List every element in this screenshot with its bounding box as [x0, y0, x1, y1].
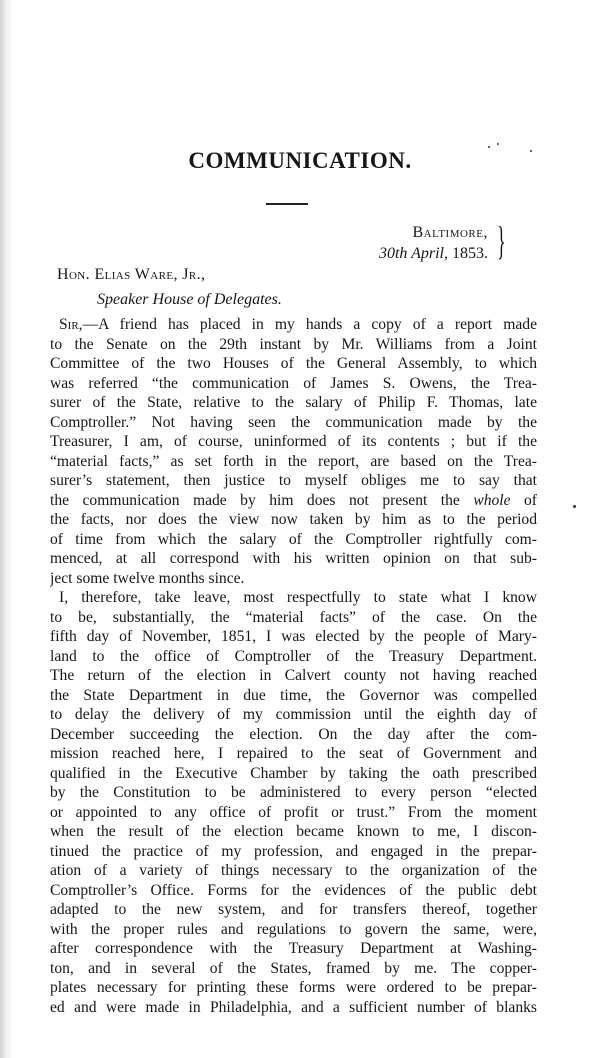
dateline-date: [379, 243, 488, 264]
dateline-city: Baltimore,: [412, 224, 488, 241]
paragraph-2-line: ton, and in several of the States, framed by me. The copper-: [50, 959, 537, 977]
paragraph-1-line: Treasurer, I am, of course, uninformed of its contents ; but if the: [50, 433, 537, 450]
paragraph-2-line: ed and were made in Philadelphia, and a sufficient number of blanks: [50, 998, 537, 1016]
title-rule: [266, 203, 308, 205]
dateline-day: 30th April,: [378, 245, 448, 262]
paragraph-1-line: menced, at all correspond with his written opinion on that sub-: [50, 550, 537, 567]
paragraph-2-line: to be, substantially, the “material facts” of the case. On the: [50, 608, 537, 626]
whole-after: of: [510, 491, 537, 509]
paragraph-2-line: qualified in the Executive Chamber by taking the oath prescribed: [50, 764, 537, 782]
paragraph-2-line: I, therefore, take leave, most respectfully to state what I know: [59, 589, 537, 606]
paragraph-1-first: —A friend has placed in my hands a copy of a report made: [82, 316, 537, 333]
paragraph-2-line: fifth day of November, 1851, I was elected by the people of Mary-: [50, 628, 537, 645]
paragraph-1-line: Comptroller.” Not having seen the communication made by the: [50, 413, 537, 431]
paper-speck: [573, 505, 576, 508]
paper-speck: [530, 150, 532, 152]
paragraph-2-line: plates necessary for printing these forms were ordered to be prepar-: [50, 979, 537, 996]
paragraph-1-line: “material facts,” as set forth in the report, are based on the Trea-: [50, 452, 537, 470]
document-title: COMMUNICATION.: [188, 148, 412, 173]
paragraph-1-last-line: ject some twelve months since.: [50, 569, 245, 587]
paragraph-1-line: Committee of the two Houses of the General Assembly, to which: [50, 355, 537, 372]
paragraph-1-line: [50, 491, 537, 511]
addressee: Hon. Elias Ware, Jr.,: [57, 266, 206, 283]
dateline-year: 1853.: [448, 245, 488, 262]
paragraph-1-line: of time from which the salary of the Comptroller rightfully com-: [50, 530, 537, 548]
dateline-brace-icon: }: [497, 218, 506, 263]
paragraph-2-line: after correspondence with the Treasury Department at Washing-: [50, 940, 537, 957]
paragraph-1-line: surer of the State, relative to the salary of Philip F. Thomas, late: [50, 394, 537, 411]
paper-speck: [497, 143, 499, 145]
paragraph-1-line: the facts, nor does the view now taken by him as to the period: [50, 511, 537, 528]
paragraph-1-line: surer’s statement, then justice to myself obliges me to say that: [50, 472, 537, 489]
paragraph-2-line: mission reached here, I repaired to the seat of Government and: [50, 745, 537, 762]
whole-emphasis: whole: [473, 491, 511, 509]
paragraph-2-line: to delay the delivery of my commission until the eighth day of: [50, 706, 537, 723]
paragraph-2-line: ation of a variety of things necessary to the organization of the: [50, 862, 537, 879]
paragraph-2-line: land to the office of Comptroller of the Treasury Department.: [50, 647, 537, 665]
whole-before: the communication made by him does not present the: [50, 491, 474, 509]
dateline: [379, 222, 488, 264]
paragraph-1-line: to the Senate on the 29th instant by Mr. Williams from a Joint: [50, 335, 537, 353]
paragraph-1-line: [50, 315, 537, 335]
paragraph-2-line: The return of the election in Calvert county not having reached: [50, 667, 537, 684]
paragraph-2-line: tinued the practice of my profession, and engaged in the prepar-: [50, 842, 537, 860]
letter-body: [50, 315, 537, 1017]
paragraph-2-line: with the proper rules and regulations to govern the same, were,: [50, 920, 537, 938]
paragraph-2-line: adapted to the new system, and for transfers thereof, together: [50, 901, 537, 918]
paragraph-2-line: or appointed to any office of profit or trust.” From the moment: [50, 803, 537, 821]
paragraph-2-line: the State Department in due time, the Governor was compelled: [50, 686, 537, 704]
paragraph-1-line: was referred “the communication of James S. Owens, the Trea-: [50, 374, 537, 392]
paragraph-2-line: Comptroller’s Office. Forms for the evidences of the public debt: [50, 881, 537, 899]
paper-speck: [488, 146, 490, 148]
paragraph-2-line: when the result of the election became known to me, I discon-: [50, 823, 537, 840]
salutation: Sir,: [59, 316, 83, 333]
addressee-title: Speaker House of Delegates.: [97, 291, 282, 308]
paragraph-2-line: December succeeding the election. On the day after the com-: [50, 725, 537, 743]
paragraph-2-line: by the Constitution to be administered to every person “elected: [50, 784, 537, 801]
